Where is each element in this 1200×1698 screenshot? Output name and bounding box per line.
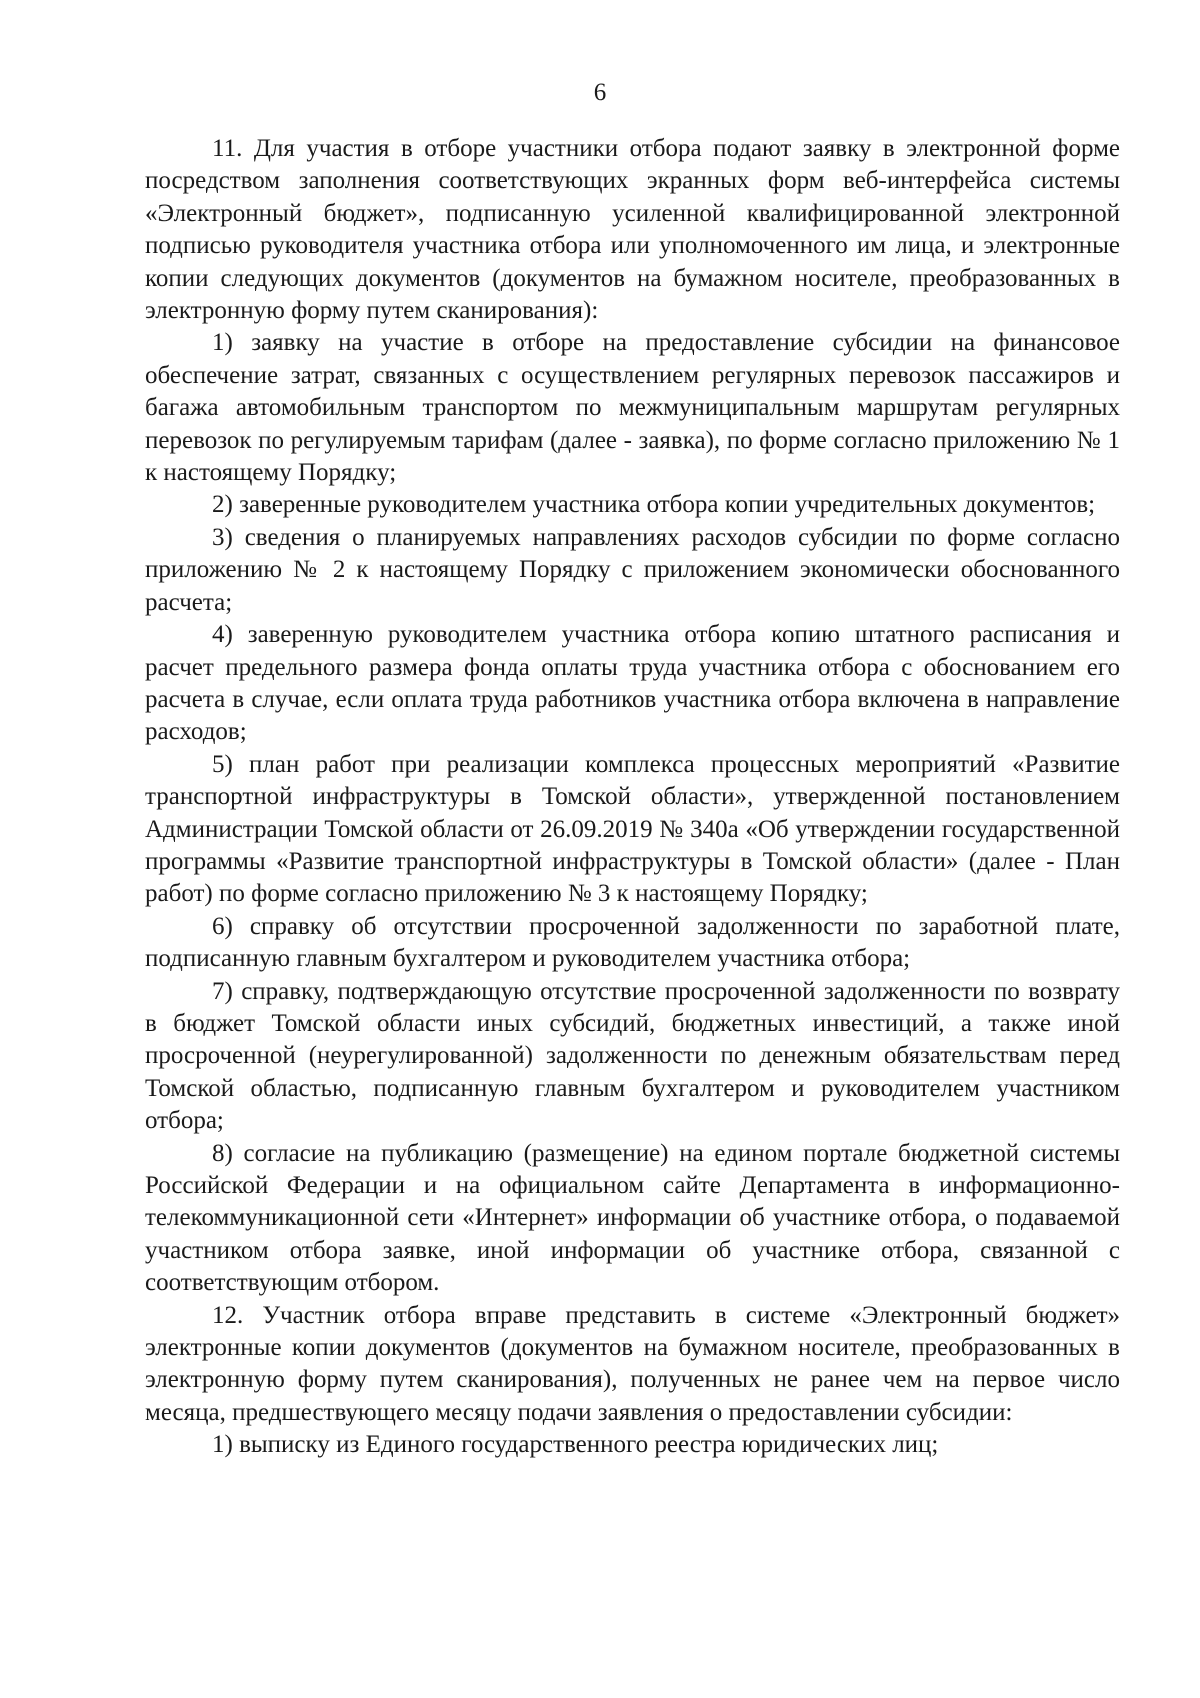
list-item-11-3: 3) сведения о планируемых направлениях расходов субсидии по форме согласно приложению № 2 к настоящему Порядку с приложением экономически обоснованного расчета; [145, 523, 1120, 616]
paragraph-11: 11. Для участия в отборе участники отбора подают заявку в электронной форме посредством заполнения соответствующих экранных форм веб-интерфейса системы «Электронный бюджет», подписанную усиленной квалифицированной электронной подписью руководителя участника отбора или уполномоченного им лица, и электронные копии следующих документов (документов на бумажном носителе, преобразованных в электронную форму путем сканирования): [145, 135, 1120, 325]
list-item-12-1: 1) выписку из Единого государственного реестра юридических лиц; [212, 1431, 939, 1459]
document-body [145, 133, 1120, 1462]
list-item-11-5: 5) план работ при реализации комплекса процессных мероприятий «Развитие транспортной инфраструктуры в Томской области», утвержденной постановлением Администрации Томской области от 26.09.2019 № 340а «Об утверждении государственной программы «Развитие транспортной инфраструктуры в Томской области» (далее - План работ) по форме согласно приложению № 3 к настоящему Порядку; [145, 750, 1120, 908]
list-item-11-4: 4) заверенную руководителем участника отбора копию штатного расписания и расчет предельного размера фонда оплаты труда участника отбора с обоснованием его расчета в случае, если оплата труда работников участника отбора включена в направление расходов; [145, 621, 1120, 746]
paragraph-12: 12. Участник отбора вправе представить в системе «Электронный бюджет» электронные копии документов (документов на бумажном носителе, преобразованных в электронную форму путем сканирования), полученных не ранее чем на первое число месяца, предшествующего месяцу подачи заявления о предоставлении субсидии: [145, 1301, 1120, 1426]
list-item-11-8: 8) согласие на публикацию (размещение) на едином портале бюджетной системы Российской Федерации и на официальном сайте Департамента в информационно-телекоммуникационной сети «Интернет» информации об участнике отбора, о подаваемой участником отбора заявке, иной информации об участнике отбора, связанной с соответствующим отбором. [145, 1139, 1120, 1297]
page-number: 6 [593, 79, 607, 106]
list-item-11-2: 2) заверенные руководителем участника отбора копии учредительных документов; [212, 491, 1096, 519]
list-item-11-7: 7) справку, подтверждающую отсутствие просроченной задолженности по возврату в бюджет Томской области иных субсидий, бюджетных инвестиций, а также иной просроченной (неурегулированной) задолженности по денежным обязательствам перед Томской областью, подписанную главным бухгалтером и руководителем участником отбора; [145, 977, 1120, 1135]
list-item-11-1: 1) заявку на участие в отборе на предоставление субсидии на финансовое обеспечение затрат, связанных с осуществлением регулярных перевозок пассажиров и багажа автомобильным транспортом по межмуниципальным маршрутам регулярных перевозок по регулируемым тарифам (далее - заявка), по форме согласно приложению № 1 к настоящему Порядку; [145, 329, 1120, 487]
list-item-11-6: 6) справку об отсутствии просроченной задолженности по заработной плате, подписанную главным бухгалтером и руководителем участника отбора; [145, 912, 1120, 973]
